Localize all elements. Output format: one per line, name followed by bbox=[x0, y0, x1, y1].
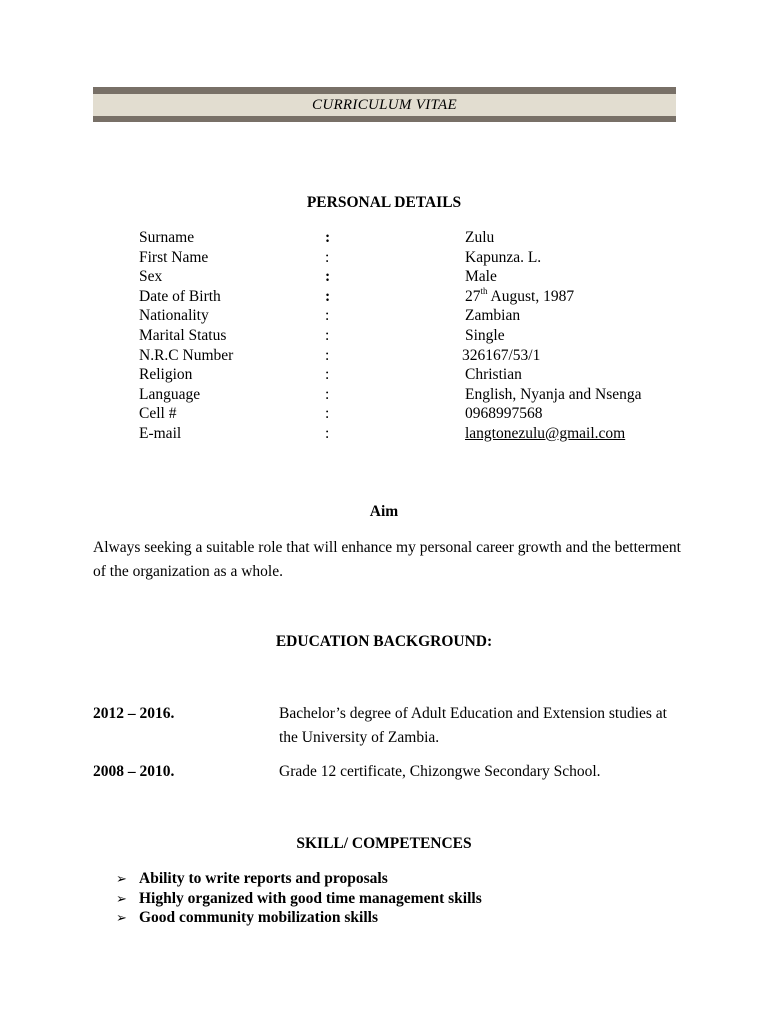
detail-label: Marital Status bbox=[139, 326, 227, 344]
detail-row-marital-status bbox=[139, 326, 699, 346]
dob-ordinal: th bbox=[480, 285, 488, 296]
banner-bottom-rule bbox=[93, 116, 676, 122]
detail-separator: : bbox=[325, 366, 330, 384]
skill-text: Good community mobilization skills bbox=[139, 909, 378, 927]
detail-label: First Name bbox=[139, 248, 209, 266]
detail-separator: : bbox=[325, 346, 330, 364]
detail-label: Language bbox=[139, 385, 201, 403]
personal-details-heading: PERSONAL DETAILS bbox=[306, 194, 462, 211]
aim-statement: Always seeking a suitable role that will enhance my personal career growth and the betterment of the organization as a whole. bbox=[93, 539, 681, 580]
detail-value: 0968997568 bbox=[465, 405, 543, 423]
skills-list bbox=[116, 869, 676, 928]
dob-day: 27 bbox=[465, 287, 481, 305]
detail-value: Zulu bbox=[465, 229, 495, 246]
detail-value: Single bbox=[465, 326, 505, 344]
skill-text: Highly organized with good time management skills bbox=[139, 889, 482, 907]
arrow-bullet-icon: ➢ bbox=[116, 890, 127, 906]
list-item bbox=[116, 908, 676, 928]
detail-separator: : bbox=[325, 326, 330, 344]
detail-value: 326167/53/1 bbox=[462, 346, 541, 364]
detail-label: Nationality bbox=[139, 307, 209, 325]
dob-month-year: August, 1987 bbox=[487, 287, 575, 305]
education-heading: EDUCATION BACKGROUND: bbox=[275, 633, 493, 650]
education-years: 2008 – 2010. bbox=[93, 763, 175, 780]
detail-separator: : bbox=[325, 229, 331, 246]
detail-label: Surname bbox=[139, 229, 195, 246]
detail-separator: : bbox=[325, 287, 331, 305]
banner-top-rule bbox=[93, 87, 676, 94]
education-years: 2012 – 2016. bbox=[93, 705, 175, 722]
detail-value: Male bbox=[465, 268, 497, 286]
education-description: Bachelor’s degree of Adult Education and Extension studies at the University of Zambia. bbox=[279, 705, 667, 746]
detail-label: Date of Birth bbox=[139, 287, 221, 305]
list-item bbox=[116, 869, 676, 889]
cv-title-banner bbox=[93, 87, 676, 122]
skill-text: Ability to write reports and proposals bbox=[139, 870, 388, 887]
detail-row-language bbox=[139, 385, 699, 405]
detail-row-first-name bbox=[139, 248, 699, 268]
detail-label: Religion bbox=[139, 366, 193, 384]
detail-row-date-of-birth bbox=[139, 287, 699, 307]
detail-row-cell bbox=[139, 404, 699, 424]
detail-value: Christian bbox=[465, 366, 522, 384]
detail-separator: : bbox=[325, 307, 330, 325]
detail-value: Kapunza. L. bbox=[465, 248, 542, 266]
detail-separator: : bbox=[325, 424, 330, 442]
detail-row-sex bbox=[139, 267, 699, 287]
email-link[interactable]: langtonezulu@gmail.com bbox=[465, 424, 626, 442]
detail-row-nationality bbox=[139, 306, 699, 326]
personal-details-table bbox=[139, 228, 699, 444]
skills-heading: SKILL/ COMPETENCES bbox=[296, 835, 472, 852]
detail-value bbox=[465, 287, 574, 307]
detail-value: Zambian bbox=[465, 307, 521, 325]
detail-row-nrc-number bbox=[139, 346, 699, 366]
detail-row-religion bbox=[139, 365, 699, 385]
detail-row-email bbox=[139, 424, 699, 444]
detail-separator: : bbox=[325, 248, 330, 266]
detail-value: English, Nyanja and Nsenga bbox=[465, 385, 642, 403]
detail-label: Cell # bbox=[139, 405, 177, 423]
detail-separator: : bbox=[325, 385, 330, 403]
aim-heading: Aim bbox=[369, 503, 399, 520]
arrow-bullet-icon: ➢ bbox=[116, 871, 127, 886]
detail-label: Sex bbox=[139, 268, 163, 286]
detail-label: E-mail bbox=[139, 424, 182, 442]
education-description: Grade 12 certificate, Chizongwe Secondary School. bbox=[279, 763, 601, 780]
detail-row-surname bbox=[139, 228, 699, 248]
arrow-bullet-icon: ➢ bbox=[116, 910, 127, 926]
detail-label: N.R.C Number bbox=[139, 346, 234, 364]
detail-separator: : bbox=[325, 405, 330, 423]
detail-separator: : bbox=[325, 268, 331, 286]
document-title: CURRICULUM VITAE bbox=[312, 97, 457, 113]
list-item bbox=[116, 889, 676, 909]
